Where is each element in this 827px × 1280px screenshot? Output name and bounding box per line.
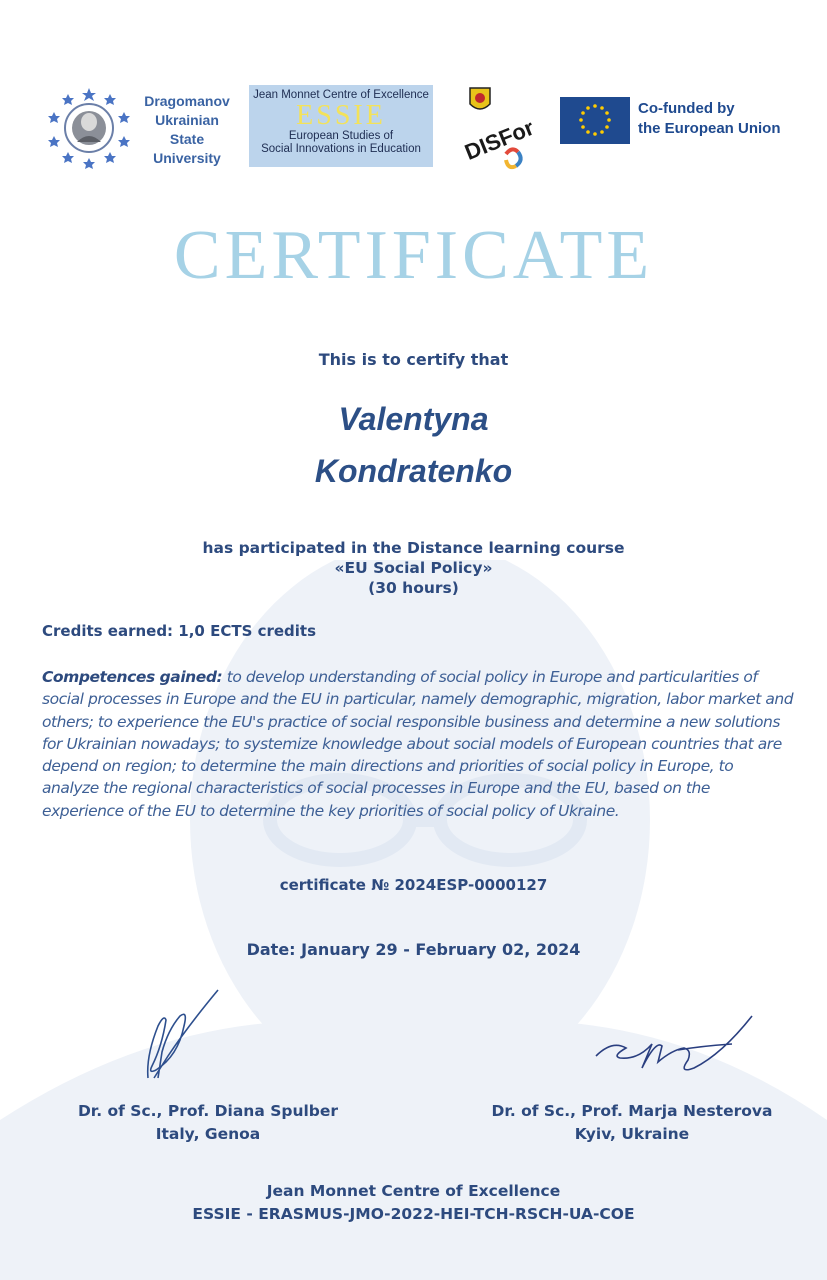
certificate-title: CERTIFICATE: [173, 217, 654, 294]
signer-name: Dr. of Sc., Prof. Diana Spulber: [77, 1102, 339, 1120]
essie-subtitle-line-1: European Studies of: [288, 130, 394, 142]
university-logo: [46, 86, 236, 170]
credits-earned: Credits earned: 1,0 ECTS credits: [42, 622, 317, 640]
signer-location: Italy, Genoa: [155, 1125, 261, 1143]
course-title: «EU Social Policy»: [334, 559, 493, 577]
signature-nesterova: [592, 1010, 762, 1080]
signer-left: [38, 1100, 378, 1146]
signer-location: Kyiv, Ukraine: [574, 1125, 690, 1143]
competences-label: Competences gained:: [42, 668, 223, 686]
competences-paragraph: [42, 666, 794, 822]
course-info: [0, 538, 827, 598]
footer: [0, 1180, 827, 1226]
university-name: Dragomanov Ukrainian State University: [144, 93, 230, 166]
certify-intro: This is to certify that: [318, 350, 509, 369]
footer-line-1: Jean Monnet Centre of Excellence: [266, 1182, 561, 1200]
certificate-number: certificate № 2024ESP-0000127: [279, 876, 548, 894]
disfor-logo-icon: [456, 84, 548, 170]
course-statement: has participated in the Distance learning course: [202, 539, 625, 557]
course-date: Date: January 29 - February 02, 2024: [246, 940, 581, 959]
signer-right: [462, 1100, 802, 1146]
recipient-last-name: Kondratenko: [314, 453, 513, 489]
essie-acronym: ESSIE: [296, 100, 386, 131]
competences-text: to develop understanding of social policy in Europe and particularities of social processes in Europe and the EU in particular, namely demographic, migration, labor market and others; to experience the EU's practice of social responsible business and determine a new solutions for Ukrainian nowadays; to systemize knowledge about social models of European countries that are depend on region; to determine the main directions and priorities of social policy in Europe, to analyze the regional characteristics of social processes in Europe and the EU, based on the experience of the EU to determine the key priorities of social policy of Ukraine.: [42, 668, 794, 820]
essie-top-line: Jean Monnet Centre of Excellence: [253, 89, 429, 101]
eu-cofunded-text: Co-funded by the European Union: [638, 100, 781, 137]
recipient-first-name: Valentyna: [338, 401, 489, 437]
footer-line-2: ESSIE - ERASMUS-JMO-2022-HEI-TCH-RSCH-UA-COE: [192, 1205, 635, 1223]
essie-logo: [249, 85, 433, 167]
essie-subtitle-line-2: Social Innovations in Education: [261, 143, 421, 155]
university-emblem-icon: [46, 86, 132, 170]
signature-spulber: [118, 986, 228, 1086]
signer-name: Dr. of Sc., Prof. Marja Nesterova: [491, 1102, 773, 1120]
course-hours: (30 hours): [368, 579, 459, 597]
recipient-name: [0, 393, 827, 497]
eu-flag-icon: [560, 97, 630, 144]
disfor-label: DISFor: [461, 114, 538, 165]
